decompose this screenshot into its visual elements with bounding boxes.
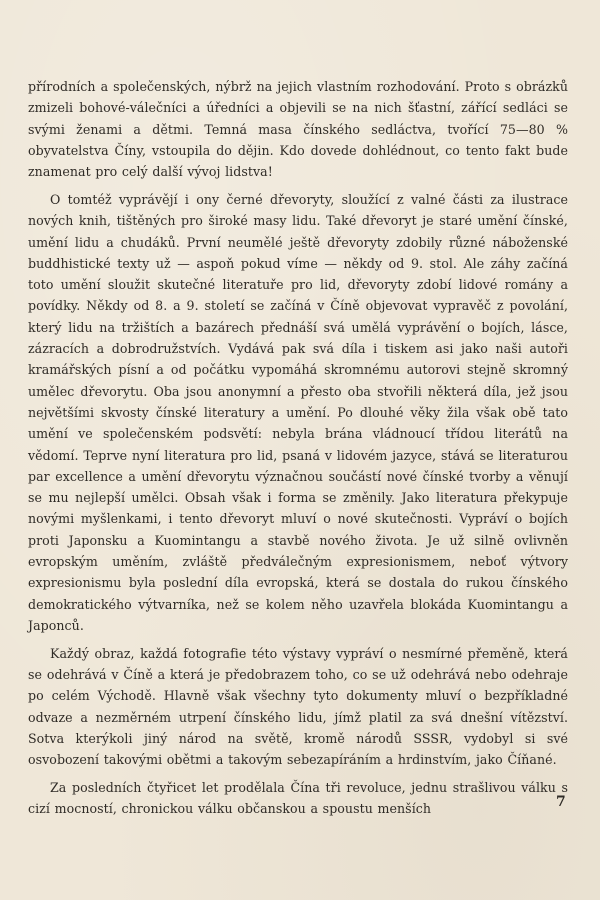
paragraph-woodcuts: O tomtéž vyprávějí i ony černé dřevoryty, sloužící z valné části za ilustrace nových knih, tištěných pro široké masy lidu. Také dřevoryt je staré umění čínské, umění lidu a chudáků. První neumělé ještě dřevoryty zdobily různé náboženské buddhistické texty už — aspoň pokud víme — někdy od 9. stol. Ale záhy začíná toto umění sloužit skutečné literatuře pro lid, dřevoryty zdobí lidové romány a povídky. Někdy od 8. a 9. století se začíná v Číně objevovat vypravěč z povolání, který lidu na tržištích a bazárech přednáší svá umělá vyprávění o bojích, lásce, zázracích a dobrodružstvích. Vydává pak svá díla i tiskem asi jako naši autoři kramářských písní a od počátku vypomáhá skromnému autorovi stejně skromný umělec dřevorytu. Oba jsou anonymní a přesto oba stvořili některá díla, jež jsou největšími skvosty čínské literatury a umění. Po dlouhé věky žila však obě tato umění ve společenském podsvětí: nebyla brána vládnoucí třídou literátů na vědomí. Teprve nyní literatura pro lid, psaná v lidovém jazyce, stává se literaturou par excellence a umění dřevorytu význačnou součástí nové čínské tvorby a věnují se mu nejlepší umělci. Obsah však i forma se změnily. Jako literatura překypuje novými myšlenkami, i tento dřevoryt mluví o nové skutečnosti. Vypráví o bojích proti Japonsku a Kuomintangu a stavbě nového života. Je už silně ovlivněn evropským uměním, zvláště předválečným expresionismem, neboť výtvory expresionismu byla poslední díla evropská, která se dostala do rukou čínského demokratického výtvarníka, než se kolem něho uzavřela blokáda Kuomintangu a Japonců. (28, 191, 568, 633)
paragraph-exhibition: Každý obraz, každá fotografie této výstavy vypráví o nesmírné přeměně, která se odehrává v Číně a která je předobrazem toho, co se už odehrává nebo odehraje po celém Východě. Hlavně však všechny tyto dokumenty mluví o bezpříkladné odvaze a nezměrném utrpení čínského lidu, jímž platil za svá dnešní vítězství. Sotva kterýkoli jiný národ na světě, kromě národů SSSR, vydobyl si své osvobození takovými obětmi a takovým sebezapíráním a hrdinstvím, jako Číňané. (28, 645, 568, 768)
paragraph-revolutions: Za posledních čtyřicet let prodělala Čína tři revoluce, jednu strašlivou válku s cizí mocností, chronickou válku občanskou a spoustu menších (28, 780, 568, 817)
body-text (28, 76, 568, 826)
page-number: 7 (556, 794, 566, 810)
paragraph-continued: přírodních a společenských, nýbrž na jejich vlastním rozhodování. Proto s obrázků zmizeli bohové-válečníci a úředníci a objevili se na nich šťastní, zářící sedláci se svými ženami a dětmi. Temná masa čínského sedláctva, tvořící 75—80 % obyvatelstva Číny, vstoupila do dějin. Kdo dovede dohlédnout, co tento fakt bude znamenat pro celý další vývoj lidstva! (28, 79, 568, 180)
